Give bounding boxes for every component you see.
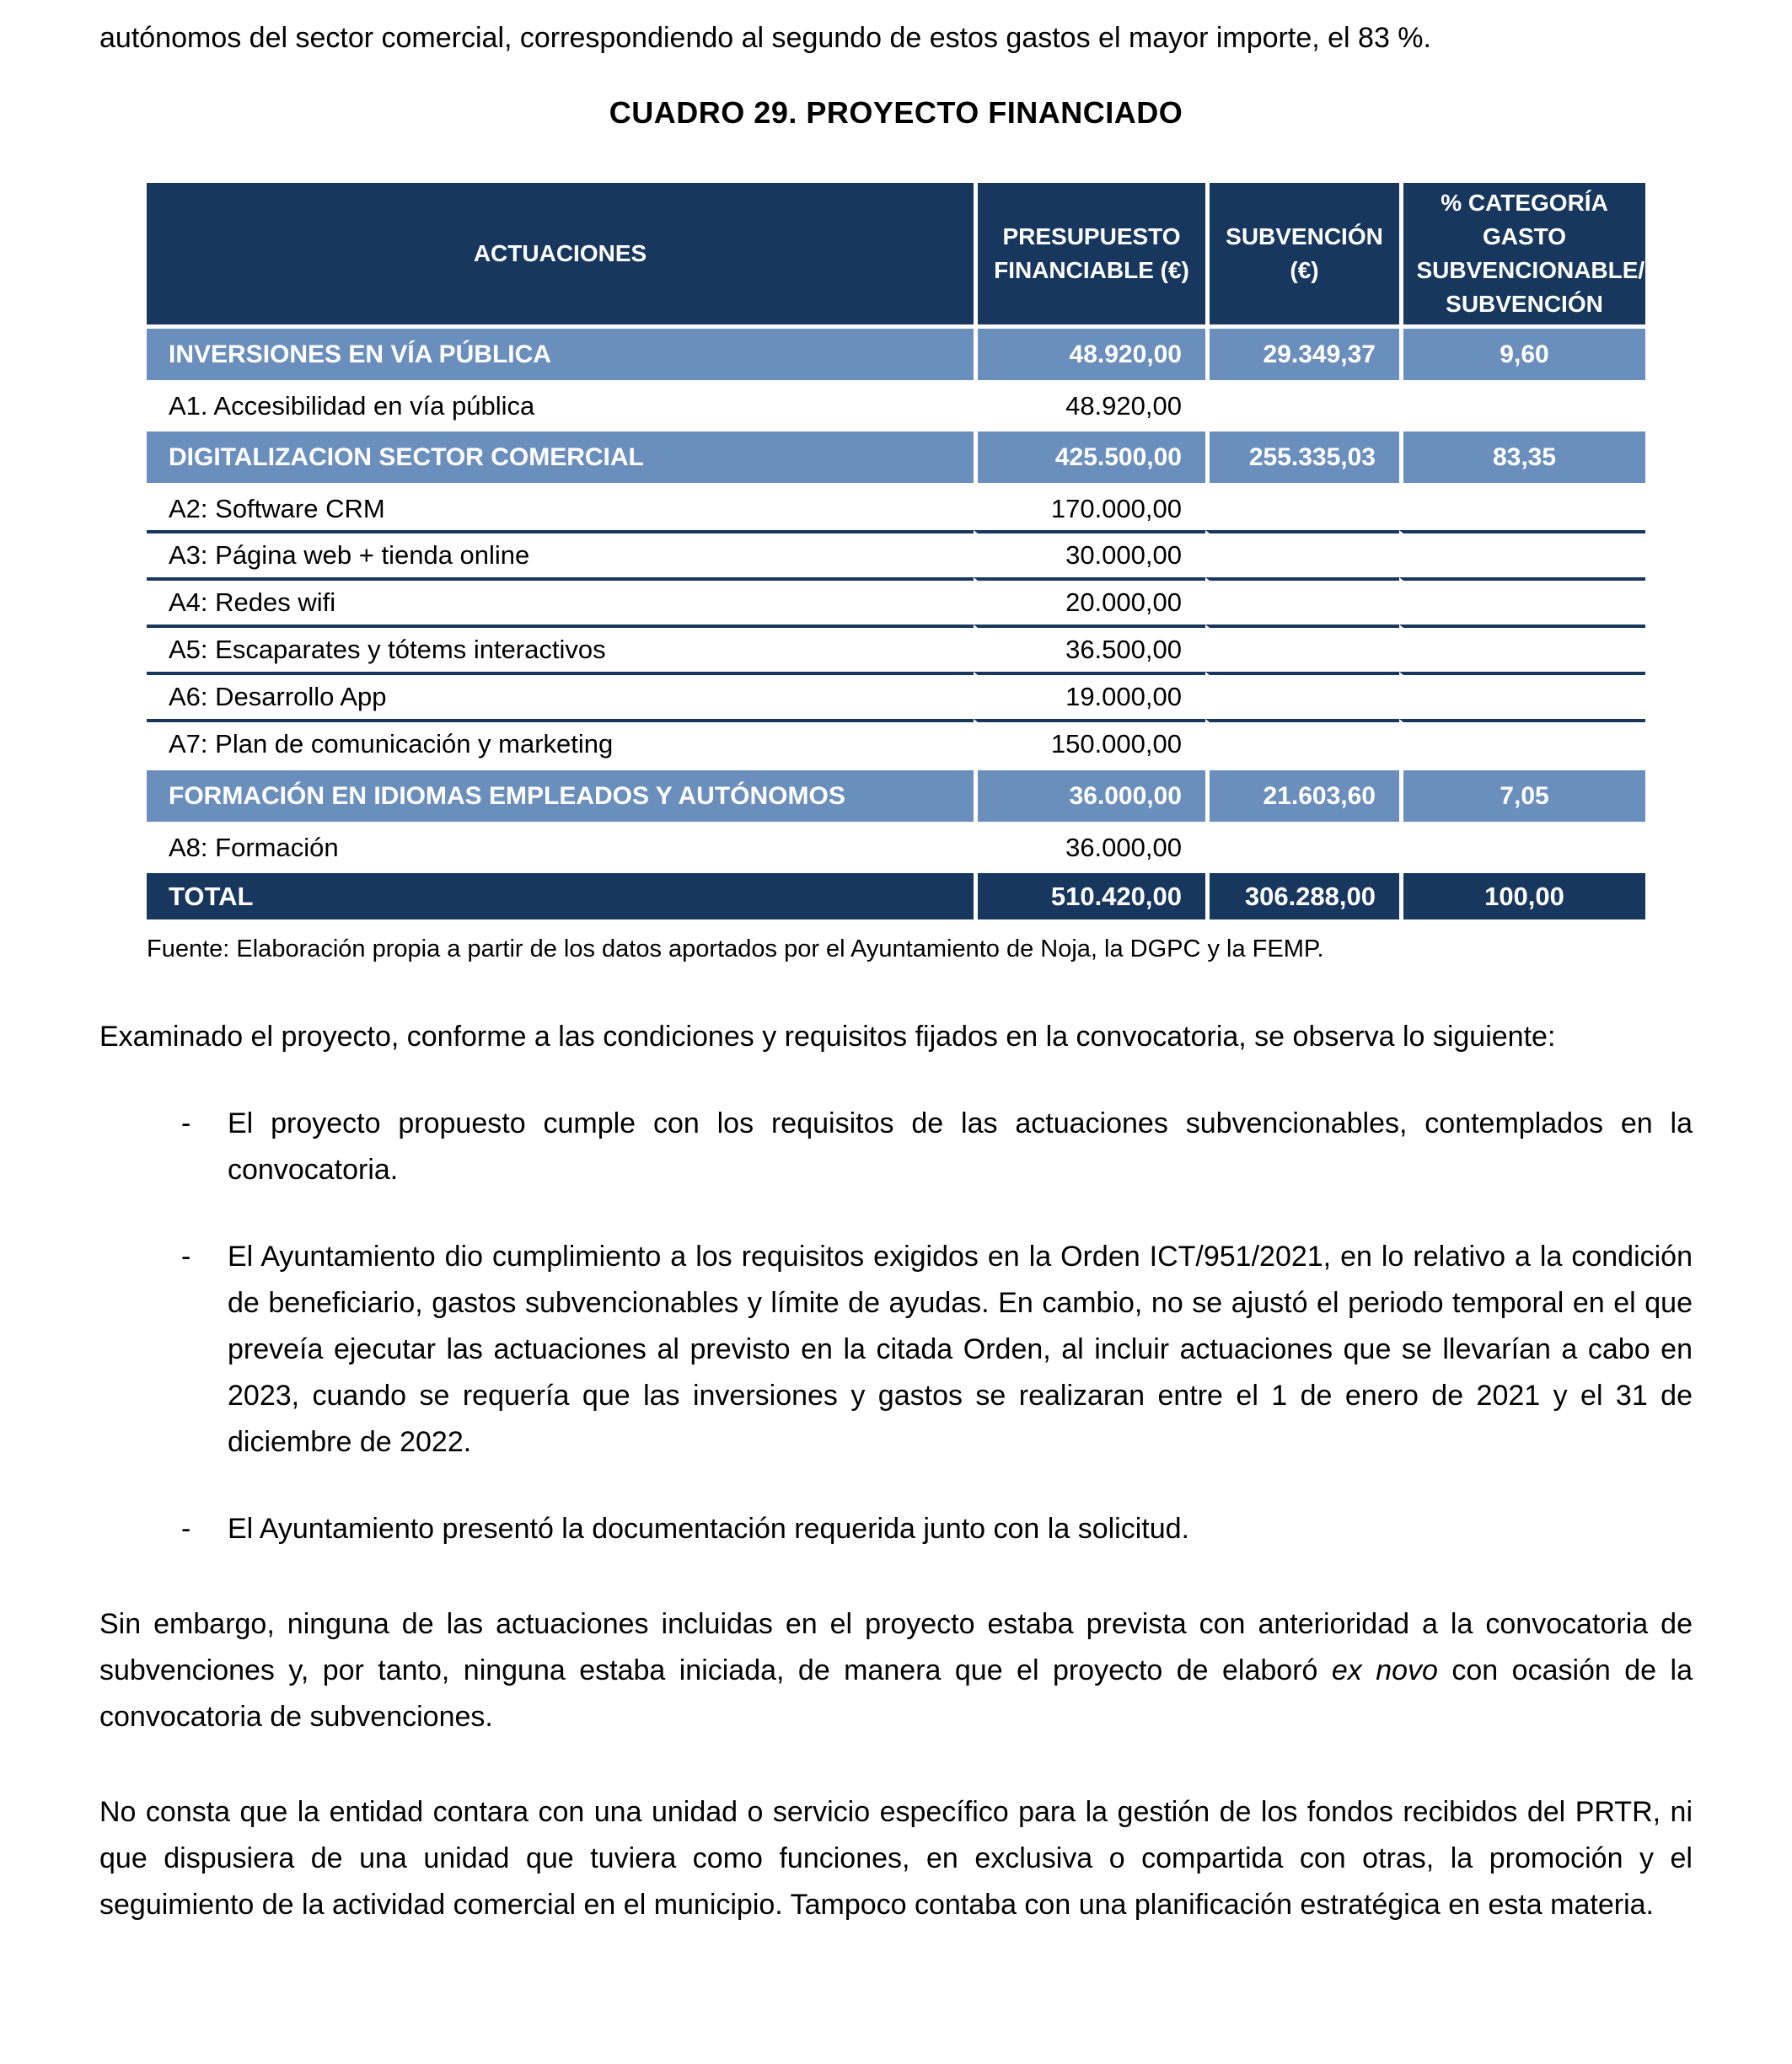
table-row [147,483,1645,530]
cell-presupuesto: 20.000,00 [974,577,1205,625]
table-body [147,183,1645,919]
table-title: CUADRO 29. PROYECTO FINANCIADO [609,95,1183,130]
cell-actuacion: A7: Plan de comunicación y marketing [147,719,974,766]
cell-pct [1399,822,1645,869]
financing-table [147,183,1645,919]
intro-paragraph: autónomos del sector comercial, correspondiendo al segundo de estos gastos el mayor importe, el 83 %. [99,22,1431,54]
cell-subvencion: 29.349,37 [1205,324,1399,380]
cell-pct [1399,530,1645,577]
table-total-row [147,869,1645,919]
cell-subvencion: 306.288,00 [1205,869,1399,919]
header-cell-pct: % CATEGORÍA GASTO SUBVENCIONABLE/ SUBVENCIÓN [1399,183,1645,324]
bullet-text: El Ayuntamiento dio cumplimiento a los requisitos exigidos en la Orden ICT/951/2021, en lo relativo a la condición de beneficiario, gastos subvencionables y límite de ayudas. En cambio, no se ajustó el periodo temporal en el que preveía ejecutar las actuaciones al previsto en la citada Orden, al incluir actuaciones que se llevarían a cabo en 2023, cuando se requería que las inversiones y gastos se realizaran entre el 1 de enero de 2021 y el 31 de diciembre de 2022. [228,1241,1693,1458]
cell-subvencion [1205,530,1399,577]
bullet-item [99,1101,1693,1193]
cell-pct [1399,577,1645,625]
table-row [147,766,1645,822]
cell-pct: 7,05 [1399,766,1645,822]
sin-embargo-pre: Sin embargo, ninguna de las actuaciones incluidas en el proyecto estaba prevista con anterioridad a la convocatoria de subvenciones y, por tanto, ninguna estaba iniciada, de manera que el proyecto de elaboró [99,1608,1693,1686]
table-row [147,530,1645,577]
table-row [147,672,1645,719]
cell-pct: 100,00 [1399,869,1645,919]
cell-subvencion: 21.603,60 [1205,766,1399,822]
table-row [147,719,1645,766]
cell-presupuesto: 170.000,00 [974,483,1205,530]
table-header-row [147,183,1645,324]
cell-presupuesto: 425.500,00 [974,427,1205,483]
cell-presupuesto: 48.920,00 [974,324,1205,380]
table-row [147,380,1645,427]
cell-actuacion: FORMACIÓN EN IDIOMAS EMPLEADOS Y AUTÓNOMOS [147,766,974,822]
bullet-dash: - [181,1107,191,1139]
header-cell-subvencion: SUBVENCIÓN (€) [1205,183,1399,324]
cell-pct: 83,35 [1399,427,1645,483]
cell-actuacion: A4: Redes wifi [147,577,974,625]
bullet-text: El proyecto propuesto cumple con los requisitos de las actuaciones subvencionables, contemplados en la convocatoria. [228,1107,1693,1186]
bullet-item [99,1506,1693,1552]
cell-subvencion [1205,672,1399,719]
cell-pct [1399,483,1645,530]
cell-presupuesto: 510.420,00 [974,869,1205,919]
ex-novo-italic: ex novo [1331,1654,1438,1686]
cell-pct: 9,60 [1399,324,1645,380]
cell-subvencion [1205,380,1399,427]
cell-actuacion: A3: Página web + tienda online [147,530,974,577]
paragraph-no-consta: No consta que la entidad contara con una unidad o servicio específico para la gestión de los fondos recibidos del PRTR, ni que dispusiera de una unidad que tuviera como funciones, en exclusiva o compartida con otras, la promoción y el seguimiento de la actividad comercial en el municipio. Tampoco contaba con una planificación estratégica en esta materia. [99,1796,1693,1921]
table-row [147,427,1645,483]
cell-pct [1399,672,1645,719]
cell-subvencion [1205,719,1399,766]
source-note: Fuente: Elaboración propia a partir de los datos aportados por el Ayuntamiento de Noja, la DGPC y la FEMP. [147,936,1324,962]
cell-presupuesto: 36.000,00 [974,766,1205,822]
header-cell-actuaciones: ACTUACIONES [147,183,974,324]
cell-actuacion: A1. Accesibilidad en vía pública [147,380,974,427]
cell-subvencion [1205,822,1399,869]
table-row [147,577,1645,625]
bullet-dash: - [181,1241,191,1273]
bullet-list [99,1101,1693,1552]
cell-subvencion [1205,483,1399,530]
cell-subvencion [1205,625,1399,672]
cell-pct [1399,380,1645,427]
cell-actuacion: A2: Software CRM [147,483,974,530]
cell-actuacion: A8: Formación [147,822,974,869]
bullet-text: El Ayuntamiento presentó la documentación requerida junto con la solicitud. [228,1513,1189,1545]
cell-actuacion: A5: Escaparates y tótems interactivos [147,625,974,672]
table-row [147,324,1645,380]
cell-presupuesto: 36.500,00 [974,625,1205,672]
cell-actuacion: A6: Desarrollo App [147,672,974,719]
table-row [147,822,1645,869]
table-row [147,625,1645,672]
cell-presupuesto: 30.000,00 [974,530,1205,577]
sin-embargo-post: con ocasión de la convocatoria de subvenciones. [99,1654,1693,1733]
bullet-item [99,1234,1693,1466]
cell-actuacion: DIGITALIZACION SECTOR COMERCIAL [147,427,974,483]
cell-presupuesto: 150.000,00 [974,719,1205,766]
paragraph-examinado: Examinado el proyecto, conforme a las condiciones y requisitos fijados en la convocatoria, se observa lo siguiente: [99,1021,1556,1053]
cell-subvencion [1205,577,1399,625]
bullet-dash: - [181,1513,191,1545]
cell-pct [1399,719,1645,766]
cell-presupuesto: 19.000,00 [974,672,1205,719]
paragraph-sin-embargo [99,1601,1693,1740]
header-cell-presupuesto: PRESUPUESTO FINANCIABLE (€) [974,183,1205,324]
cell-actuacion: INVERSIONES EN VÍA PÚBLICA [147,324,974,380]
cell-presupuesto: 48.920,00 [974,380,1205,427]
cell-subvencion: 255.335,03 [1205,427,1399,483]
cell-pct [1399,625,1645,672]
cell-presupuesto: 36.000,00 [974,822,1205,869]
cell-actuacion: TOTAL [147,869,974,919]
